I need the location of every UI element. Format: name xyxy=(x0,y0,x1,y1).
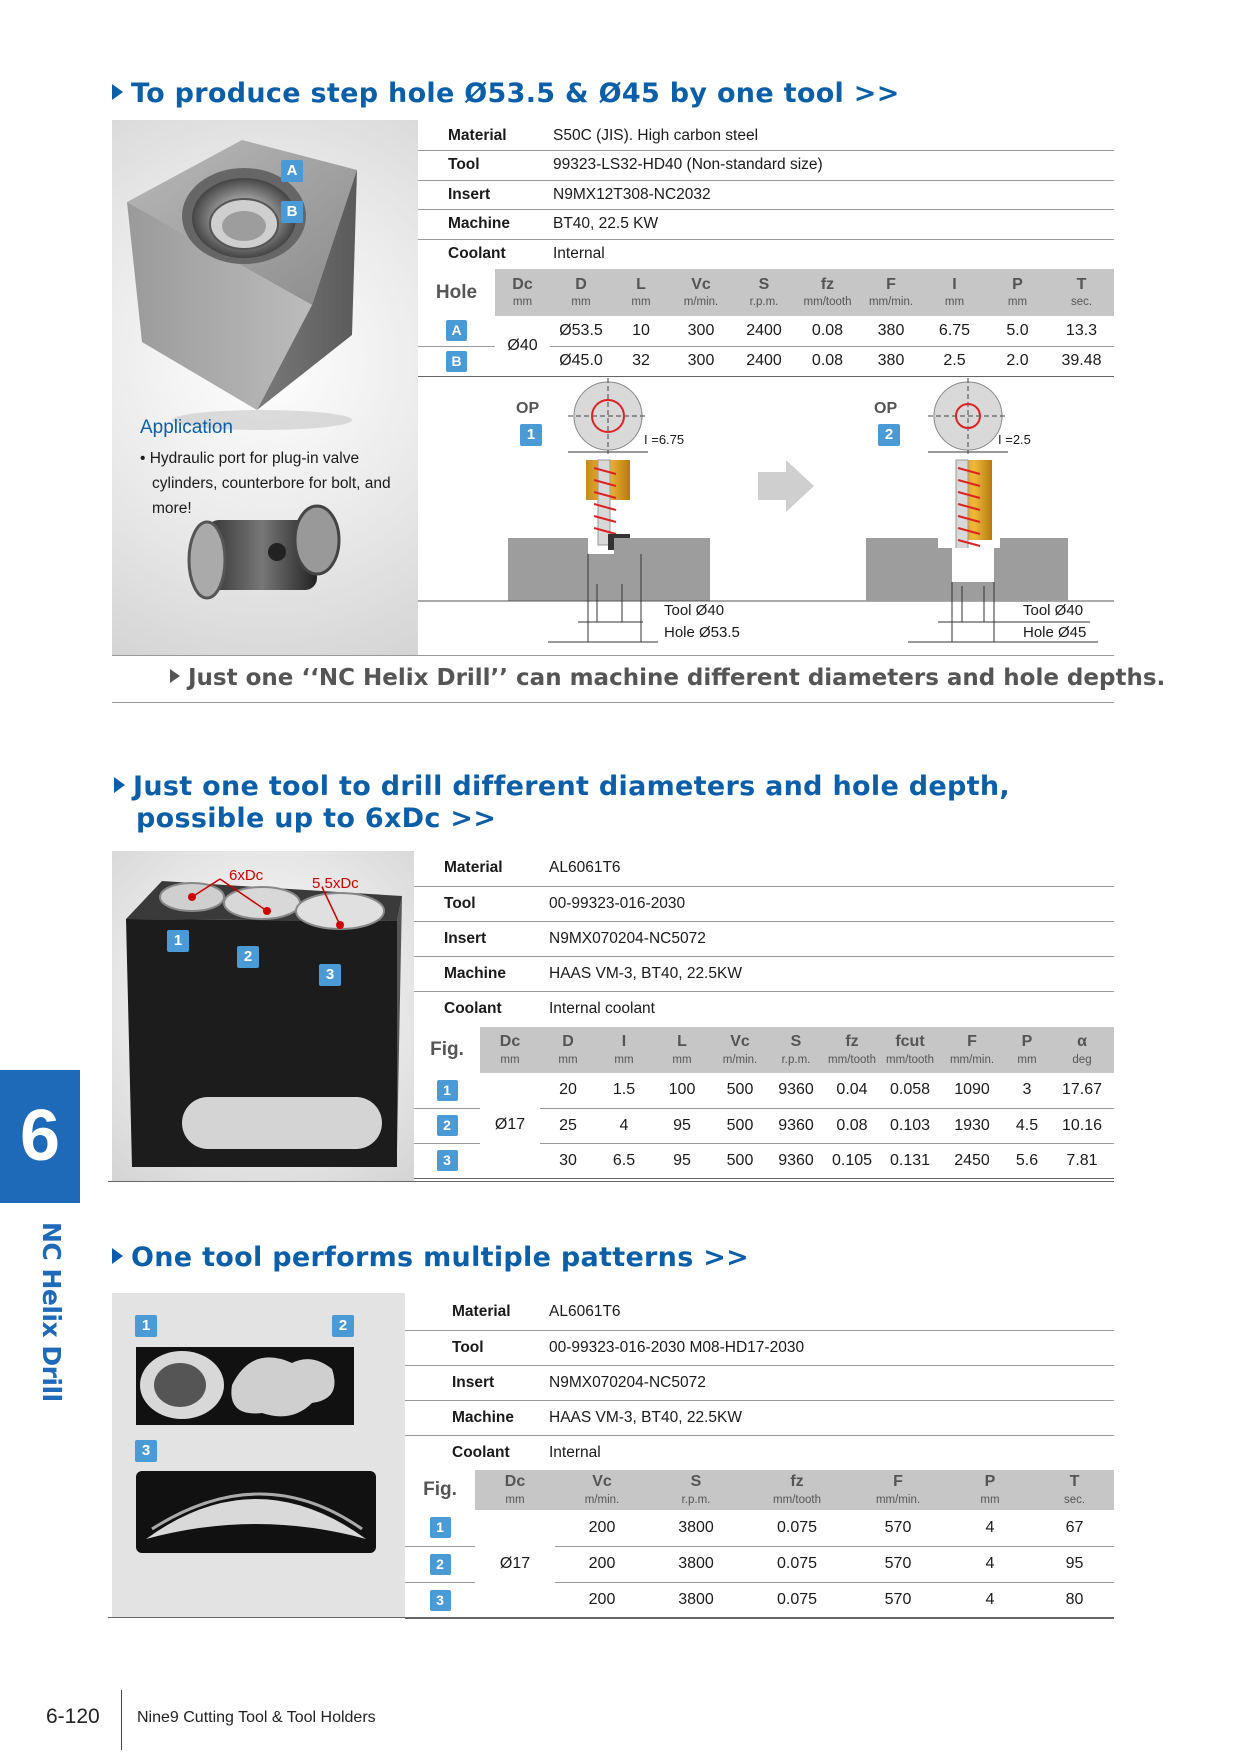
spec-key: Machine xyxy=(405,1400,549,1435)
col-header: D mm xyxy=(540,1027,596,1073)
spec-key: Insert xyxy=(414,921,549,956)
photo-label-5-5xdc: 5.5xDc xyxy=(312,875,359,892)
col-header: S r.p.m. xyxy=(649,1470,743,1510)
section1-data-table xyxy=(418,269,1114,377)
cell: 7.81 xyxy=(1050,1143,1114,1178)
op-diagram xyxy=(418,376,1114,655)
cell: 39.48 xyxy=(1049,346,1114,376)
col-header: D mm xyxy=(550,269,612,316)
cell: 500 xyxy=(712,1108,768,1143)
spec-key: Machine xyxy=(418,210,553,240)
spec-row xyxy=(418,180,1114,210)
cell: 6.5 xyxy=(596,1143,652,1178)
section1-caption: Just one ‘‘NC Helix Drill’’ can machine different diameters and hole depths. xyxy=(170,665,1165,691)
row-tag: 1 xyxy=(430,1517,451,1538)
col-header: I mm xyxy=(596,1027,652,1073)
spec-key: Coolant xyxy=(444,999,502,1017)
section1-spec-table xyxy=(418,121,1114,269)
photo-label-6xdc: 6xDc xyxy=(229,867,264,884)
col-header: α deg xyxy=(1050,1027,1114,1073)
triangle-bullet-icon xyxy=(170,669,180,683)
spec-key: Material xyxy=(414,851,549,886)
spec-row xyxy=(414,851,1114,886)
col-header: fcut mm/tooth xyxy=(880,1027,940,1073)
section3-title: One tool performs multiple patterns >> xyxy=(112,1242,749,1273)
spec-key: Tool xyxy=(418,151,553,181)
section3-spec-table xyxy=(405,1295,1114,1470)
application-title: Application xyxy=(140,417,233,438)
cell: 2450 xyxy=(940,1143,1004,1178)
triangle-bullet-icon xyxy=(114,777,125,793)
cell: 9360 xyxy=(768,1073,824,1108)
op1-number: 1 xyxy=(520,424,542,446)
spec-value: Internal coolant xyxy=(549,999,655,1017)
page-number: 6-120 xyxy=(46,1705,100,1728)
col-header: P mm xyxy=(986,269,1049,316)
cell: 4 xyxy=(945,1582,1035,1618)
col-header: I mm xyxy=(923,269,986,316)
row-tag: 2 xyxy=(437,1115,458,1136)
cell: 570 xyxy=(851,1510,945,1546)
spec-value: N9MX070204-NC5072 xyxy=(549,921,1114,956)
photo-tag-2: 2 xyxy=(332,1315,354,1337)
row-tag: 1 xyxy=(437,1080,458,1101)
table-row xyxy=(414,1073,1114,1108)
section3-photo-panel xyxy=(112,1293,405,1617)
op1-tool-label: Tool Ø40 xyxy=(664,602,725,619)
photo-tag-3: 3 xyxy=(135,1440,157,1462)
cell: 4 xyxy=(945,1510,1035,1546)
divider xyxy=(108,1181,1114,1182)
spec-row xyxy=(405,1435,1114,1470)
cell: 3800 xyxy=(649,1510,743,1546)
photo-tag-1: 1 xyxy=(167,930,189,952)
cell: 300 xyxy=(670,316,732,346)
col-header: F mm/min. xyxy=(940,1027,1004,1073)
col-header: F mm/min. xyxy=(851,1470,945,1510)
cell: 2.5 xyxy=(923,346,986,376)
section2-data-table xyxy=(414,1027,1114,1179)
cell: 1930 xyxy=(940,1108,1004,1143)
application-text: • Hydraulic port for plug-in valve cylinders, counterbore for bolt, and more! xyxy=(140,450,391,517)
photo-tag-3: 3 xyxy=(319,964,341,986)
spec-value: AL6061T6 xyxy=(549,1295,1114,1330)
hole-header: Hole xyxy=(418,269,495,316)
col-header: T sec. xyxy=(1049,269,1114,316)
cell: 3800 xyxy=(649,1582,743,1618)
section2-photo-panel xyxy=(112,851,414,1181)
col-header: F mm/min. xyxy=(859,269,923,316)
spec-row xyxy=(405,1295,1114,1330)
cell: 95 xyxy=(652,1108,712,1143)
fig-header: Fig. xyxy=(414,1027,480,1073)
col-header: L mm xyxy=(612,269,670,316)
dc-cell: Ø40 xyxy=(495,316,550,376)
spec-key: Coolant xyxy=(448,245,506,262)
col-header: Dc mm xyxy=(495,269,550,316)
spec-key: Insert xyxy=(418,180,553,210)
chapter-label xyxy=(30,1222,70,1402)
section2-title: Just one tool to drill different diameters and hole depth, possible up to 6xDc >> xyxy=(114,771,1010,835)
cell: 200 xyxy=(555,1510,649,1546)
spec-value: 00-99323-016-2030 xyxy=(549,886,1114,921)
cell: 300 xyxy=(670,346,732,376)
divider xyxy=(112,702,1114,703)
section1-title: To produce step hole Ø53.5 & Ø45 by one tool >> xyxy=(112,78,900,109)
cell: 67 xyxy=(1035,1510,1114,1546)
cell: 200 xyxy=(555,1582,649,1618)
chapter-label-text: NC Helix Drill xyxy=(37,1222,66,1402)
op1-hole-label: Hole Ø53.5 xyxy=(664,624,740,641)
spec-row xyxy=(418,121,1114,151)
cell: 4 xyxy=(596,1108,652,1143)
cell: 2400 xyxy=(732,346,796,376)
spec-row xyxy=(418,239,1114,269)
cell: 30 xyxy=(540,1143,596,1178)
row-tag: B xyxy=(446,351,467,372)
col-header: Vc m/min. xyxy=(555,1470,649,1510)
cell: 2.0 xyxy=(986,346,1049,376)
op2-label: OP xyxy=(874,400,898,417)
col-header: P mm xyxy=(945,1470,1035,1510)
cell: 4 xyxy=(945,1546,1035,1582)
col-header: P mm xyxy=(1004,1027,1050,1073)
triangle-bullet-icon xyxy=(112,84,123,100)
cell: 80 xyxy=(1035,1582,1114,1618)
divider xyxy=(108,1617,1114,1618)
spec-row xyxy=(414,956,1114,991)
spec-value: Internal xyxy=(553,245,605,262)
photo-tag-a: A xyxy=(281,160,303,182)
cell: 13.3 xyxy=(1049,316,1114,346)
row-tag: A xyxy=(446,320,467,341)
row-tag: 3 xyxy=(437,1150,458,1171)
cell: Ø53.5 xyxy=(550,316,612,346)
fig-header: Fig. xyxy=(405,1470,475,1510)
op2-hole-label: Hole Ø45 xyxy=(1023,624,1087,641)
cell: 0.075 xyxy=(743,1510,851,1546)
spec-value: Internal xyxy=(549,1443,601,1461)
cell: 25 xyxy=(540,1108,596,1143)
spec-key: Tool xyxy=(405,1330,549,1365)
col-header: fz mm/tooth xyxy=(824,1027,880,1073)
spec-value: N9MX070204-NC5072 xyxy=(549,1365,1114,1400)
steel-block-image xyxy=(112,120,418,655)
op2-tool-label: Tool Ø40 xyxy=(1023,602,1084,619)
cell: 380 xyxy=(859,346,923,376)
cell: 0.058 xyxy=(880,1073,940,1108)
cell: 570 xyxy=(851,1546,945,1582)
cell: 5.0 xyxy=(986,316,1049,346)
spec-row xyxy=(405,1330,1114,1365)
photo-tag-2: 2 xyxy=(237,946,259,968)
col-header: Vc m/min. xyxy=(670,269,732,316)
cell: 0.08 xyxy=(824,1108,880,1143)
cell: 4.5 xyxy=(1004,1108,1050,1143)
spec-value: N9MX12T308-NC2032 xyxy=(553,180,1114,210)
aluminum-block-image xyxy=(112,851,414,1181)
spec-value: HAAS VM-3, BT40, 22.5KW xyxy=(549,956,1114,991)
col-header: S r.p.m. xyxy=(768,1027,824,1073)
spec-key: Insert xyxy=(405,1365,549,1400)
col-header: T sec. xyxy=(1035,1470,1114,1510)
cell: 9360 xyxy=(768,1108,824,1143)
cell: 500 xyxy=(712,1143,768,1178)
section1-photo-panel xyxy=(112,120,418,655)
photo-tag-1: 1 xyxy=(135,1315,157,1337)
cell: 200 xyxy=(555,1546,649,1582)
table-row xyxy=(405,1510,1114,1546)
col-header: Vc m/min. xyxy=(712,1027,768,1073)
spec-value: HAAS VM-3, BT40, 22.5KW xyxy=(549,1400,1114,1435)
dc-cell: Ø17 xyxy=(475,1510,555,1618)
op1-label: OP xyxy=(516,400,540,417)
footer-text: Nine9 Cutting Tool & Tool Holders xyxy=(137,1709,376,1726)
dc-cell: Ø17 xyxy=(480,1073,540,1178)
cell: 95 xyxy=(1035,1546,1114,1582)
col-header: Dc mm xyxy=(475,1470,555,1510)
cell: 32 xyxy=(612,346,670,376)
table-row xyxy=(418,316,1114,346)
spec-row xyxy=(405,1365,1114,1400)
cell: 0.075 xyxy=(743,1546,851,1582)
cell: 570 xyxy=(851,1582,945,1618)
cell: 0.103 xyxy=(880,1108,940,1143)
triangle-bullet-icon xyxy=(112,1248,123,1264)
cell: 17.67 xyxy=(1050,1073,1114,1108)
cell: 5.6 xyxy=(1004,1143,1050,1178)
cell: 100 xyxy=(652,1073,712,1108)
cell: 95 xyxy=(652,1143,712,1178)
col-header: fz mm/tooth xyxy=(796,269,859,316)
spec-value: 00-99323-016-2030 M08-HD17-2030 xyxy=(549,1330,1114,1365)
spec-row xyxy=(405,1400,1114,1435)
spec-row xyxy=(414,991,1114,1026)
section3-data-table xyxy=(405,1470,1114,1619)
cell: 0.08 xyxy=(796,346,859,376)
cell: Ø45.0 xyxy=(550,346,612,376)
cell: 9360 xyxy=(768,1143,824,1178)
spec-row xyxy=(414,921,1114,956)
op2-number: 2 xyxy=(878,424,900,446)
col-header: fz mm/tooth xyxy=(743,1470,851,1510)
cell: 10.16 xyxy=(1050,1108,1114,1143)
cell: 380 xyxy=(859,316,923,346)
cell: 2400 xyxy=(732,316,796,346)
spec-key: Machine xyxy=(414,956,549,991)
footer-divider xyxy=(121,1690,122,1750)
photo-tag-b: B xyxy=(281,201,303,223)
cell: 0.075 xyxy=(743,1582,851,1618)
spec-row xyxy=(418,210,1114,240)
spec-key: Tool xyxy=(414,886,549,921)
spec-key: Material xyxy=(418,121,553,151)
chapter-number-tab: 6 xyxy=(0,1070,80,1203)
cell: 1090 xyxy=(940,1073,1004,1108)
spec-value: AL6061T6 xyxy=(549,851,1114,886)
cell: 6.75 xyxy=(923,316,986,346)
spec-key: Material xyxy=(405,1295,549,1330)
divider xyxy=(112,655,1114,656)
spec-row xyxy=(414,886,1114,921)
cell: 0.04 xyxy=(824,1073,880,1108)
cell: 20 xyxy=(540,1073,596,1108)
cell: 10 xyxy=(612,316,670,346)
col-header: Dc mm xyxy=(480,1027,540,1073)
cell: 3 xyxy=(1004,1073,1050,1108)
col-header: L mm xyxy=(652,1027,712,1073)
op1-i-label: I =6.75 xyxy=(644,432,685,447)
cell: 0.08 xyxy=(796,316,859,346)
cell: 0.105 xyxy=(824,1143,880,1178)
cell: 1.5 xyxy=(596,1073,652,1108)
row-tag: 2 xyxy=(430,1554,451,1575)
op2-i-label: I =2.5 xyxy=(998,432,1031,447)
cell: 500 xyxy=(712,1073,768,1108)
col-header: S r.p.m. xyxy=(732,269,796,316)
spec-row xyxy=(418,151,1114,181)
cell: 0.131 xyxy=(880,1143,940,1178)
spec-key: Coolant xyxy=(452,1443,510,1461)
row-tag: 3 xyxy=(430,1590,451,1611)
section2-spec-table xyxy=(414,851,1114,1026)
spec-value: S50C (JIS). High carbon steel xyxy=(553,121,1114,151)
cell: 3800 xyxy=(649,1546,743,1582)
spec-value: 99323-LS32-HD40 (Non-standard size) xyxy=(553,151,1114,181)
spec-value: BT40, 22.5 KW xyxy=(553,210,1114,240)
